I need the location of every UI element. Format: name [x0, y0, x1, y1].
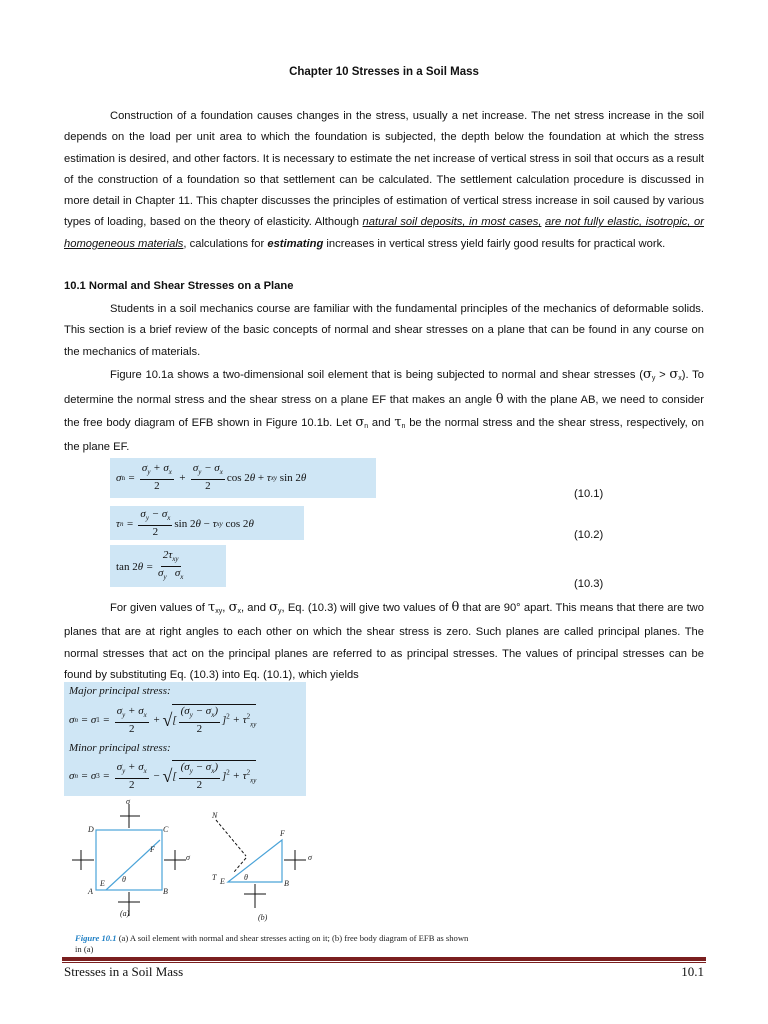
svg-text:D: D	[88, 825, 94, 834]
major-principal-label: Major principal stress:	[69, 685, 171, 697]
minor-principal-equation: σ n = σ 3 = $\frac{\sigma_y + \sigma_x}{2}$ − √ [ $\frac{(\sigma_y - \sigma_x)}{2}$ ]$^2 + \tau^2_{xy}$	[69, 760, 257, 792]
svg-text:θ: θ	[244, 873, 248, 882]
paragraph-4: For given values of $\tau_{xy}$, $\sigma_x$, and $\sigma_y$, Eq. (10.3) will give two values of θ that are 90° apart. This means that there are two planes that are at right angles to each other on which the shear stress is zero. Such planes are called principal planes. The normal stresses that act on the principal planes are referred to as principal stresses. The values of principal stresses can be found by substituting Eq. (10.3) into Eq. (10.1), which yields	[64, 600, 704, 681]
minor-principal-label: Minor principal stress:	[69, 742, 171, 754]
paragraph-2: Students in a soil mechanics course are familiar with the fundamental principles of the mechanics of deformable solids. This section is a brief review of the basic concepts of normal and shear stresses on a plane that can be found in any course on the mechanics of materials.	[64, 303, 704, 358]
footer-chapter-title: Stresses in a Soil Mass	[64, 964, 184, 979]
svg-text:θ: θ	[122, 875, 126, 884]
svg-text:N: N	[212, 811, 218, 820]
principal-stresses-box	[64, 682, 306, 796]
equation-number-1: (10.1)	[574, 488, 604, 500]
equation-number-3: (10.3)	[574, 578, 604, 590]
intro-text-3: increases in vertical stress yield fairly good results for practical work.	[323, 237, 666, 250]
equation-10-2: τ n = $\frac{\sigma_y - \sigma_x}{2}$ sin 2 θ − τ xy cos 2 θ	[110, 506, 304, 540]
intro-paragraph	[64, 106, 704, 255]
figure-label-b: (b)	[258, 913, 268, 922]
svg-text:T: T	[212, 873, 217, 882]
intro-bold: estimating	[267, 237, 324, 250]
svg-text:B: B	[163, 887, 168, 896]
intro-text-1: Construction of a foundation causes changes in the stress, usually a net increase. The net stress increase in the soil depends on the load per unit area to which the foundation is subjected, the depth below the foundation at which the stress estimation is desired, and other factors. It is necessary to estimate the net increase of vertical stress in soil that occurs as a result of the construction of a foundation so that settlement can be calculated. The settlement calculation procedure is discussed in more detail in Chapter 11. This chapter discusses the principles of estimation of vertical stress increase in soil caused by various types of loading, based on the theory of elasticity. Although	[64, 110, 704, 229]
footer-page-number: 10.1	[681, 964, 704, 979]
svg-text:E: E	[100, 879, 105, 888]
svg-text:σ: σ	[308, 853, 312, 862]
svg-text:E: E	[220, 877, 225, 886]
footer-rule	[62, 957, 706, 961]
equation-10-1: σ n = $\frac{\sigma_y + \sigma_x}{2}$ + $\frac{\sigma_y - \sigma_x}{2}$ cos 2 θ + τ xy sin 2 θ	[110, 458, 376, 498]
svg-text:B: B	[284, 879, 289, 888]
intro-underline-2: are not fully elastic, isotropic, or homogeneous materials	[64, 216, 704, 250]
svg-text:F: F	[150, 845, 155, 854]
svg-text:C: C	[163, 825, 169, 834]
equation-number-2: (10.2)	[574, 529, 604, 541]
footer-rule-thin	[62, 962, 706, 963]
svg-text:σ: σ	[126, 798, 130, 806]
section-heading: 10.1 Normal and Shear Stresses on a Plane	[64, 280, 294, 292]
free-body-diagram-b	[211, 811, 313, 922]
major-principal-equation: σ n = σ 1 = $\frac{\sigma_y + \sigma_x}{2}$ + √ [ $\frac{(\sigma_y - \sigma_x)}{2}$ ]$^2 + \tau^2_{xy}$	[69, 704, 257, 736]
equation-10-3: tan 2 θ = $\frac{2\tau_{xy}}{\sigma_y \sigma_x}$	[110, 545, 226, 587]
figure-label-a: (a)	[120, 909, 130, 918]
svg-text:A: A	[88, 887, 93, 896]
intro-underline-1: natural soil deposits, in most cases,	[362, 216, 542, 229]
soil-element-a	[72, 798, 191, 918]
svg-text:σ: σ	[186, 853, 190, 862]
para3-text-a: Figure 10.1a shows a two-dimensional soil element that is being subjected to normal and shear stresses (	[110, 369, 643, 381]
intro-text-2: , calculations for	[183, 237, 268, 250]
figure-10-1-diagram	[68, 798, 358, 928]
figure-caption: Figure 10.1 (a) A soil element with normal and shear stresses acting on it; (b) free body diagram of EFB as shown in (a)	[75, 933, 469, 954]
svg-text:F: F	[280, 829, 285, 838]
paragraph-3: Figure 10.1a shows a two-dimensional soil element that is being subjected to normal and shear stresses $(\sigma_y > \sigma_x)$. To determine the normal stress and the shear stress on a plane EF that makes an angle θ with the plane AB, we need to consider the free body diagram of EFB shown in Figure 10.1b. Let $\sigma_n$ and $\tau_n$ be the normal stress and the shear stress, respectively, on the plane EF.	[64, 367, 704, 453]
chapter-title: Chapter 10 Stresses in a Soil Mass	[289, 66, 479, 78]
